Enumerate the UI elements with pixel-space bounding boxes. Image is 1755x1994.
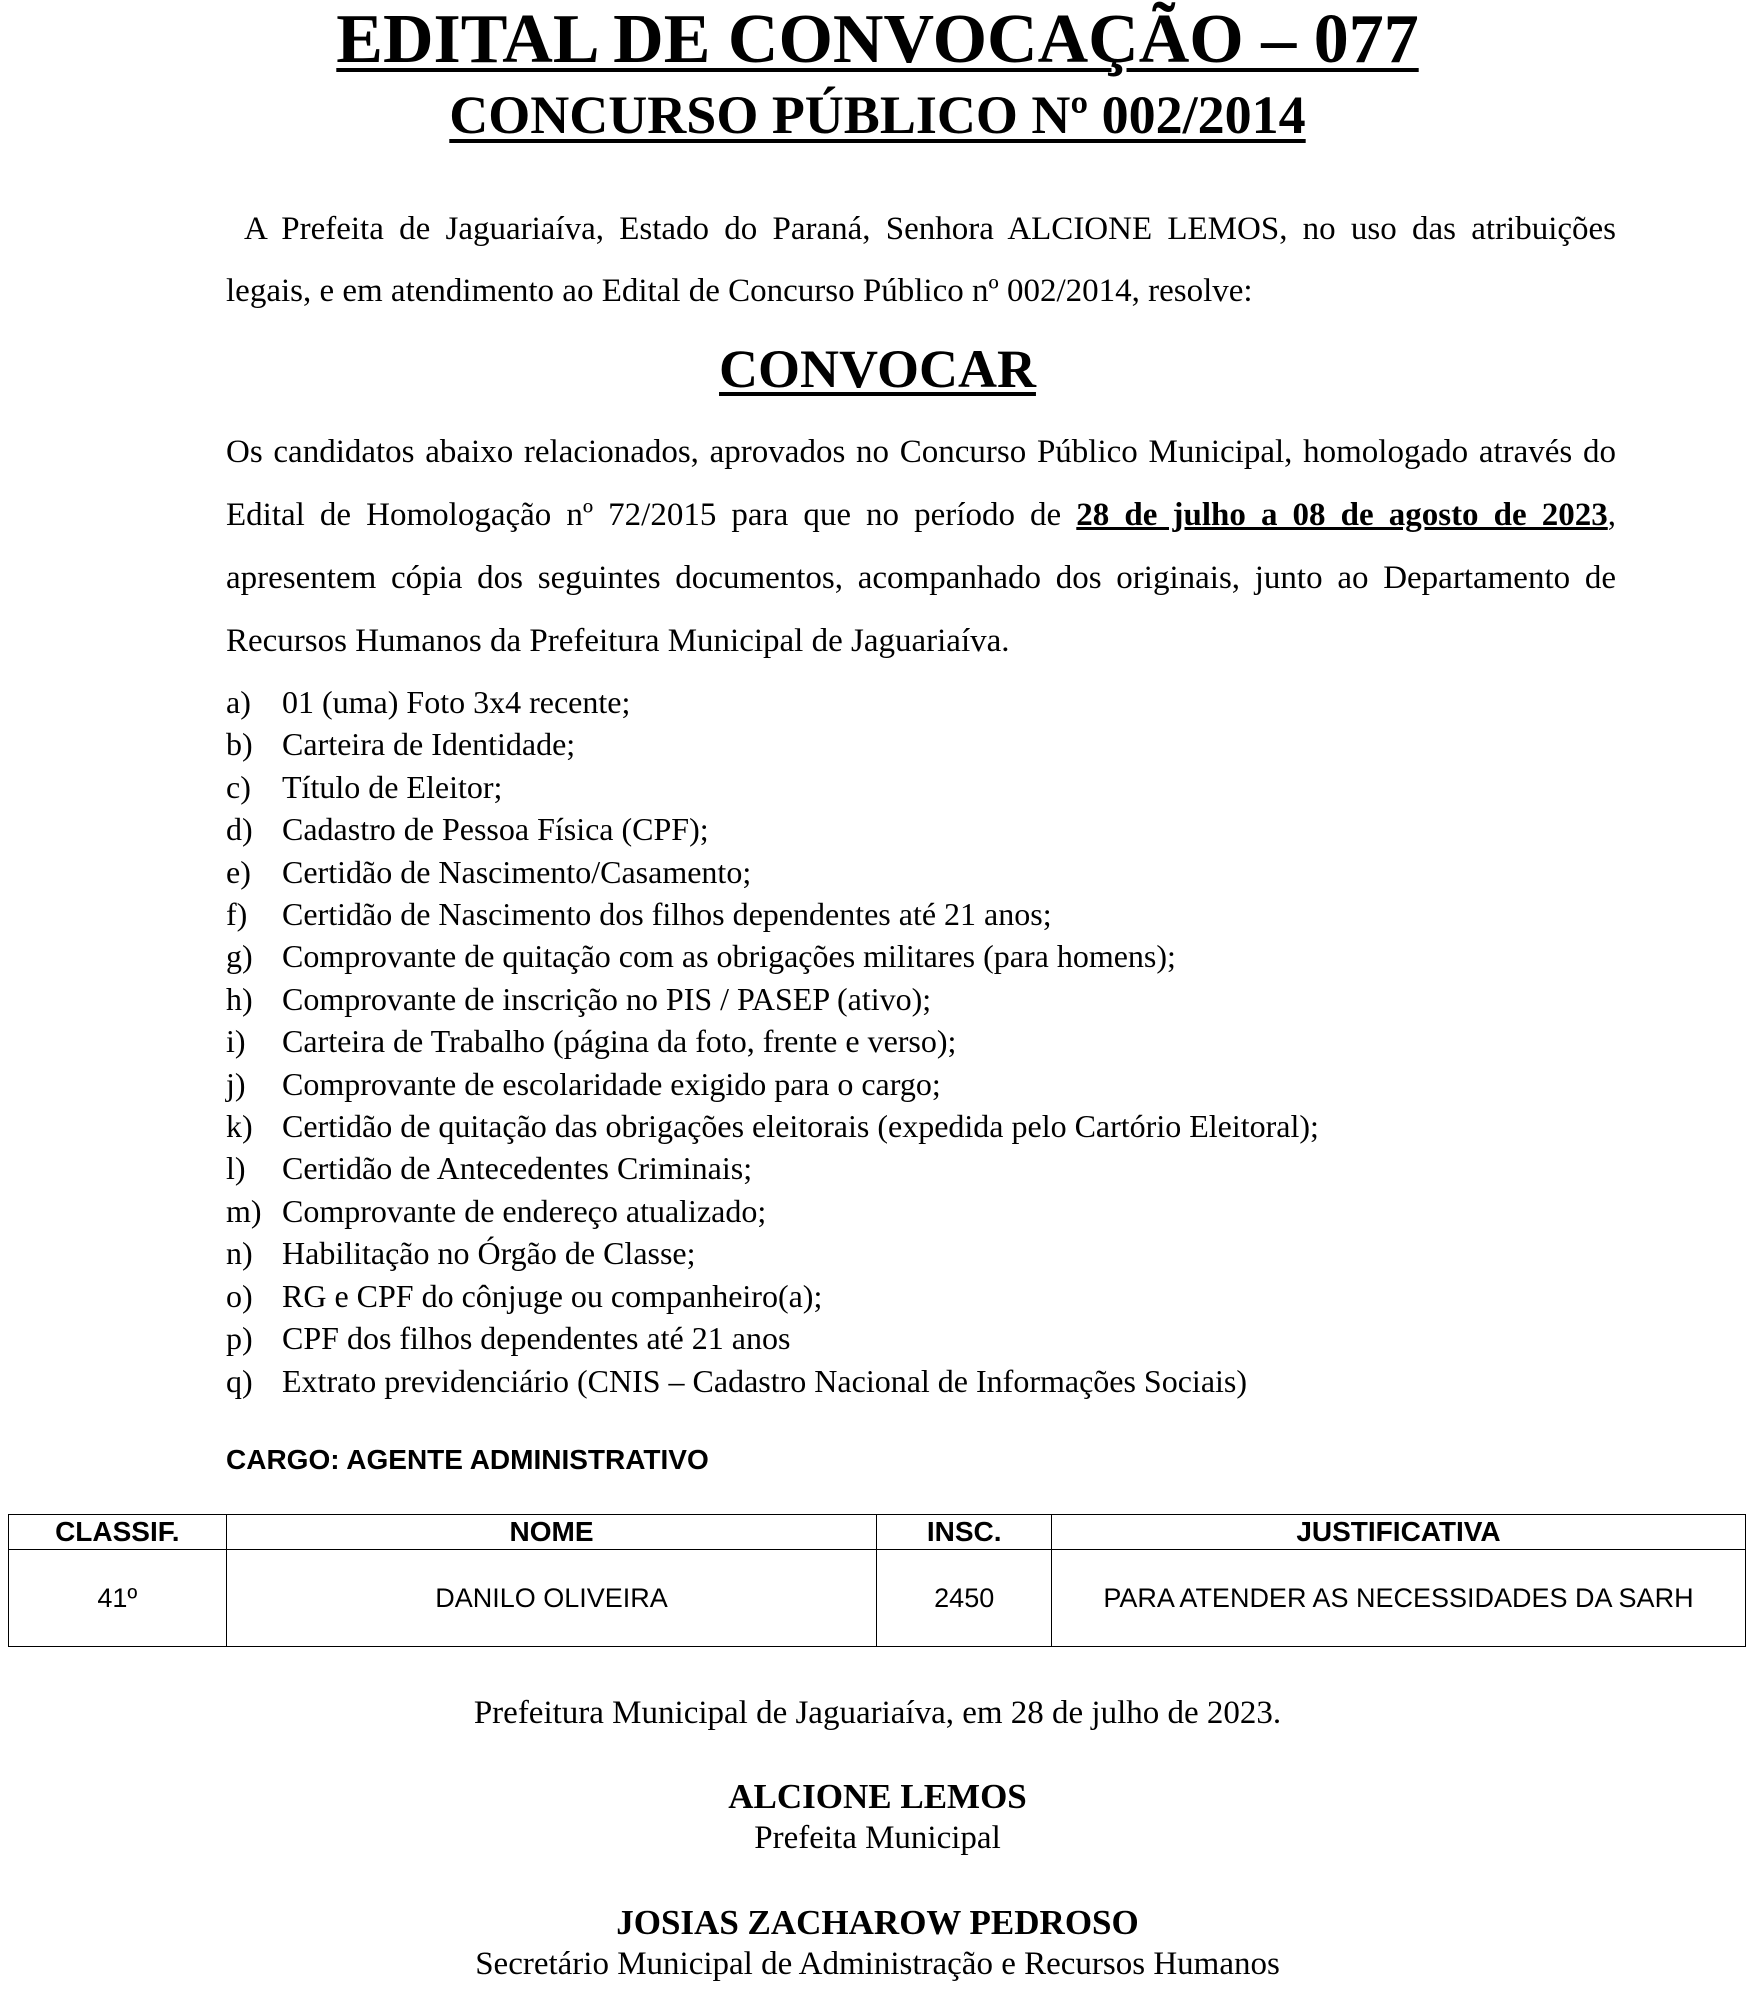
list-item-letter: p) (226, 1320, 253, 1357)
list-item-letter: m) (226, 1192, 262, 1229)
list-item-letter: n) (226, 1235, 253, 1272)
list-item (226, 1147, 1616, 1189)
list-item (226, 1063, 1616, 1105)
list-item-text: CPF dos filhos dependentes até 21 anos (282, 1320, 791, 1357)
list-item-text: Comprovante de escolaridade exigido para o cargo; (282, 1065, 941, 1102)
signatory-role-secretary: Secretário Municipal de Administração e Recursos Humanos (475, 1946, 1280, 1982)
document-title: EDITAL DE CONVOCAÇÃO – 077 (336, 1, 1419, 78)
list-item-letter: q) (226, 1362, 253, 1399)
documents-list (226, 681, 1616, 1402)
list-item (226, 766, 1616, 808)
cell-nome: DANILO OLIVEIRA (226, 1550, 877, 1647)
list-item (226, 893, 1616, 935)
list-item-text: Certidão de Antecedentes Criminais; (282, 1150, 753, 1187)
list-item-letter: k) (226, 1108, 253, 1145)
list-item (226, 1105, 1616, 1147)
convocation-period: 28 de julho a 08 de agosto de 2023 (1076, 497, 1608, 533)
list-item-letter: g) (226, 938, 253, 975)
list-item (226, 808, 1616, 850)
convocation-paragraph (226, 421, 1616, 673)
list-item (226, 1232, 1616, 1274)
cell-classif: 41º (9, 1550, 227, 1647)
list-item-text: Título de Eleitor; (282, 768, 503, 805)
list-item-text: Certidão de quitação das obrigações eleitorais (expedida pelo Cartório Eleitoral); (282, 1108, 1319, 1145)
candidates-table (8, 1514, 1746, 1647)
list-item-text: Certidão de Nascimento/Casamento; (282, 853, 752, 890)
header-insc: INSC. (877, 1515, 1052, 1550)
table-header-row (9, 1515, 1746, 1550)
list-item (226, 935, 1616, 977)
cell-justificativa: PARA ATENDER AS NECESSIDADES DA SARH (1051, 1550, 1745, 1647)
list-item-letter: f) (226, 896, 248, 933)
list-item-letter: e) (226, 853, 251, 890)
list-item-text: Certidão de Nascimento dos filhos dependentes até 21 anos; (282, 896, 1052, 933)
signatory-name-secretary: JOSIAS ZACHAROW PEDROSO (616, 1903, 1139, 1942)
list-item-text: RG e CPF do cônjuge ou companheiro(a); (282, 1277, 823, 1314)
list-item (226, 1275, 1616, 1317)
place-date: Prefeitura Municipal de Jaguariaíva, em 28 de julho de 2023. (473, 1695, 1282, 1731)
list-item (226, 1360, 1616, 1402)
list-item-text: Habilitação no Órgão de Classe; (282, 1235, 696, 1272)
signatory-name-mayor: ALCIONE LEMOS (728, 1777, 1027, 1816)
list-item (226, 1190, 1616, 1232)
list-item-text: Comprovante de endereço atualizado; (282, 1192, 767, 1229)
list-item-text: Comprovante de inscrição no PIS / PASEP (ativo); (282, 980, 932, 1017)
list-item (226, 1020, 1616, 1062)
list-item-letter: b) (226, 726, 253, 763)
list-item (226, 723, 1616, 765)
signatory-role-mayor: Prefeita Municipal (754, 1820, 1001, 1856)
list-item-text: Carteira de Identidade; (282, 726, 576, 763)
header-classif: CLASSIF. (9, 1515, 227, 1550)
list-item-text: 01 (uma) Foto 3x4 recente; (282, 684, 631, 720)
header-nome: NOME (226, 1515, 877, 1550)
list-item-text: Cadastro de Pessoa Física (CPF); (282, 811, 709, 848)
list-item (226, 681, 1616, 723)
cargo-label: CARGO: AGENTE ADMINISTRATIVO (226, 1444, 709, 1475)
convocar-heading: CONVOCAR (719, 339, 1036, 399)
list-item (226, 1317, 1616, 1359)
intro-paragraph: A Prefeita de Jaguariaíva, Estado do Paraná, Senhora ALCIONE LEMOS, no uso das atribuições legais, e em atendimento ao Edital de Concurso Público nº 002/2014, resolve: (226, 211, 1616, 309)
table-row (9, 1550, 1746, 1647)
list-item-letter: c) (226, 768, 251, 805)
list-item (226, 851, 1616, 893)
document-subtitle: CONCURSO PÚBLICO Nº 002/2014 (449, 85, 1306, 145)
list-item-letter: d) (226, 811, 253, 848)
convocation-text-end: , apresentem cópia dos seguintes documentos, acompanhado dos originais, junto ao Departamento de Recursos Humanos da Prefeitura Municipal de Jaguariaíva. (226, 497, 1616, 659)
list-item-letter: o) (226, 1277, 253, 1314)
convocation-text-start: Os candidatos abaixo relacionados, aprovados no Concurso Público Municipal, homologado através do Edital de Homologação nº 72/2015 para que no período de (226, 434, 1616, 533)
cell-insc: 2450 (877, 1550, 1052, 1647)
header-justificativa: JUSTIFICATIVA (1051, 1515, 1745, 1550)
list-item-letter: j) (226, 1065, 246, 1102)
list-item-text: Comprovante de quitação com as obrigações militares (para homens); (282, 938, 1176, 975)
list-item (226, 978, 1616, 1020)
list-item-letter: a) (226, 684, 251, 720)
list-item-text: Carteira de Trabalho (página da foto, frente e verso); (282, 1023, 957, 1060)
list-item-letter: l) (226, 1150, 246, 1187)
list-item-text: Extrato previdenciário (CNIS – Cadastro Nacional de Informações Sociais) (282, 1362, 1248, 1399)
list-item-letter: h) (226, 980, 253, 1017)
list-item-letter: i) (226, 1023, 246, 1060)
